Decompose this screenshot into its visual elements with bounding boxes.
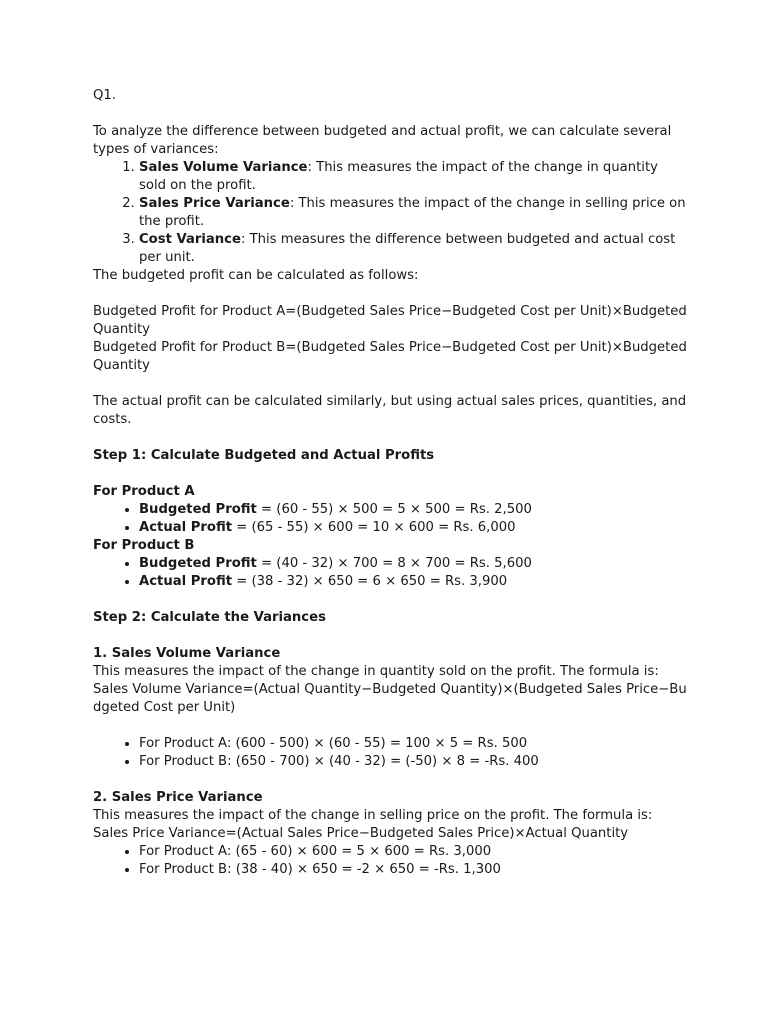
- list-item: • For Product B: (650 - 700) × (40 - 32) = (-50) × 8 = -Rs. 400: [139, 753, 688, 771]
- product-a-heading: For Product A: [93, 484, 195, 499]
- formula-product-b: Budgeted Profit for Product B=(Budgeted Sales Price−Budgeted Cost per Unit)×Budgeted Quantity: [93, 340, 687, 373]
- profit-label: Budgeted Profit: [139, 556, 257, 571]
- profit-label: Actual Profit: [139, 574, 233, 589]
- actual-profit-note: The actual profit can be calculated similarly, but using actual sales prices, quantities, and costs.: [93, 394, 687, 427]
- step1-heading: Step 1: Calculate Budgeted and Actual Profits: [93, 448, 435, 463]
- profit-value: = (40 - 32) × 700 = 8 × 700 = Rs. 5,600: [256, 556, 532, 571]
- profit-value: = (38 - 32) × 650 = 6 × 650 = Rs. 3,900: [232, 574, 508, 589]
- list-item: [139, 519, 688, 537]
- variance-type-desc: : This measures the impact of the change in quantity sold on the profit.: [139, 160, 658, 193]
- intro-paragraph: To analyze the difference between budgeted and actual profit, we can calculate several types of variances:: [93, 124, 672, 157]
- sales-price-variance-formula: Sales Price Variance=(Actual Sales Price−Budgeted Sales Price)×Actual Quantity: [93, 826, 629, 841]
- step2-heading: Step 2: Calculate the Variances: [93, 610, 326, 625]
- profit-label: Actual Profit: [139, 520, 233, 535]
- list-item: [139, 231, 688, 267]
- variance-type-desc: : This measures the impact of the change in selling price on the profit.: [139, 196, 686, 229]
- product-b-heading: For Product B: [93, 538, 195, 553]
- variance-type-name: Sales Price Variance: [139, 196, 290, 211]
- sales-volume-variance-desc: This measures the impact of the change in quantity sold on the profit. The formula is:: [93, 664, 659, 679]
- formula-product-a: Budgeted Profit for Product A=(Budgeted Sales Price−Budgeted Cost per Unit)×Budgeted Quantity: [93, 304, 687, 337]
- list-item: [139, 573, 688, 591]
- sales-price-variance-list: [93, 843, 688, 879]
- list-item: [139, 195, 688, 231]
- list-item: • For Product A: (65 - 60) × 600 = 5 × 600 = Rs. 3,000: [139, 843, 688, 861]
- variance-type-name: Cost Variance: [139, 232, 241, 247]
- sales-price-variance-desc: This measures the impact of the change in selling price on the profit. The formula is:: [93, 808, 653, 823]
- list-item: [139, 501, 688, 519]
- sales-volume-variance-list: [93, 735, 688, 771]
- list-item: [139, 555, 688, 573]
- product-b-list: [93, 555, 688, 591]
- profit-value: = (65 - 55) × 600 = 10 × 600 = Rs. 6,000: [232, 520, 516, 535]
- list-item: • For Product A: (600 - 500) × (60 - 55) = 100 × 5 = Rs. 500: [139, 735, 688, 753]
- variance-type-name: Sales Volume Variance: [139, 160, 308, 175]
- sales-price-variance-heading: 2. Sales Price Variance: [93, 790, 263, 805]
- product-a-list: [93, 501, 688, 537]
- list-item: [139, 159, 688, 195]
- variance-types-list: [93, 159, 688, 267]
- question-label: Q1.: [93, 88, 116, 103]
- sales-volume-variance-formula: Sales Volume Variance=(Actual Quantity−Budgeted Quantity)×(Budgeted Sales Price−Budgeted Cost per Unit): [93, 682, 687, 715]
- document-page: [93, 87, 688, 879]
- profit-label: Budgeted Profit: [139, 502, 257, 517]
- budget-profit-intro: The budgeted profit can be calculated as follows:: [93, 268, 419, 283]
- variance-type-desc: : This measures the difference between budgeted and actual cost per unit.: [139, 232, 676, 265]
- profit-value: = (60 - 55) × 500 = 5 × 500 = Rs. 2,500: [256, 502, 532, 517]
- list-item: • For Product B: (38 - 40) × 650 = -2 × 650 = -Rs. 1,300: [139, 861, 688, 879]
- sales-volume-variance-heading: 1. Sales Volume Variance: [93, 646, 281, 661]
